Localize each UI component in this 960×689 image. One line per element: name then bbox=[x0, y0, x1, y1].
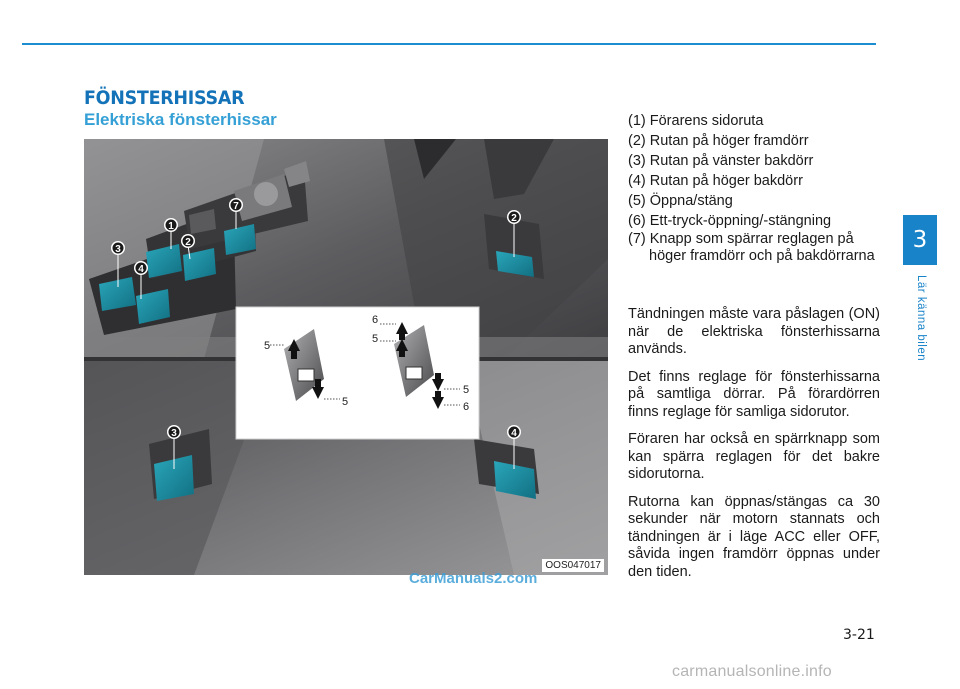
figure-code: OOS047017 bbox=[542, 559, 604, 572]
callout-4-rear bbox=[507, 425, 521, 439]
svg-text:5: 5 bbox=[463, 384, 470, 396]
figure-illustration bbox=[84, 139, 608, 575]
list-item: (1) Förarens sidoruta bbox=[628, 113, 764, 129]
svg-text:3: 3 bbox=[115, 244, 121, 255]
svg-text:2: 2 bbox=[185, 237, 191, 248]
switch-detail-inset bbox=[236, 307, 479, 439]
svg-text:3: 3 bbox=[171, 428, 177, 439]
svg-text:5: 5 bbox=[264, 340, 271, 352]
callout-2-front-right bbox=[507, 210, 521, 224]
list-item: (6) Ett-tryck-öppning/-stängning bbox=[628, 213, 832, 229]
paragraph: Tändningen måste vara påslagen (ON) när de elektriska fönsterhissarna används. bbox=[628, 306, 880, 357]
chapter-tab: 3 bbox=[903, 215, 937, 265]
page-number: 3-21 bbox=[843, 627, 875, 643]
window-switch-figure bbox=[84, 139, 608, 575]
watermark-carmanualsonline: carmanualsonline.info bbox=[672, 663, 832, 680]
callout-3-rear bbox=[167, 425, 181, 439]
list-item: (7) Knapp som spärrar reglagen på höger framdörr och på bakdörrarna bbox=[628, 231, 875, 264]
paragraph: Föraren har också en spärrknapp som kan spärra reglagen för det bakre sidorutorna. bbox=[628, 431, 880, 482]
list-item: (4) Rutan på höger bakdörr bbox=[628, 173, 803, 189]
svg-text:7: 7 bbox=[233, 201, 239, 212]
svg-text:1: 1 bbox=[168, 221, 174, 232]
svg-text:4: 4 bbox=[511, 428, 517, 439]
callout-2-driver bbox=[181, 234, 195, 248]
callout-3 bbox=[111, 241, 125, 255]
paragraph: Rutorna kan öppnas/stängas ca 30 sekunder när motorn stannats och tändningen är i läge ACC eller OFF, såvida ingen framdörr öppnas under den tiden. bbox=[628, 493, 880, 580]
section-title: FÖNSTERHISSAR bbox=[84, 87, 245, 109]
subheading: Elektriska fönsterhissar bbox=[84, 110, 277, 129]
svg-text:2: 2 bbox=[511, 213, 517, 224]
callout-7 bbox=[229, 198, 243, 212]
paragraph: Det finns reglage för fönsterhissarna på samtliga dörrar. På förardörren finns reglage för samliga sidorutor. bbox=[628, 368, 880, 420]
callout-4 bbox=[134, 261, 148, 275]
svg-text:5: 5 bbox=[342, 396, 349, 408]
watermark-carmanuals2: CarManuals2.com bbox=[409, 570, 538, 587]
legend-list bbox=[628, 111, 880, 265]
list-item: (5) Öppna/stäng bbox=[628, 193, 733, 209]
chapter-label: Lär känna bilen bbox=[915, 275, 927, 362]
svg-text:4: 4 bbox=[138, 264, 144, 275]
body-text bbox=[628, 306, 880, 591]
svg-text:6: 6 bbox=[372, 314, 379, 326]
svg-text:5: 5 bbox=[372, 333, 379, 345]
svg-text:6: 6 bbox=[463, 401, 470, 413]
list-item: (2) Rutan på höger framdörr bbox=[628, 133, 809, 149]
list-item: (3) Rutan på vänster bakdörr bbox=[628, 153, 814, 169]
top-rule bbox=[22, 43, 876, 45]
callout-1 bbox=[164, 218, 178, 232]
